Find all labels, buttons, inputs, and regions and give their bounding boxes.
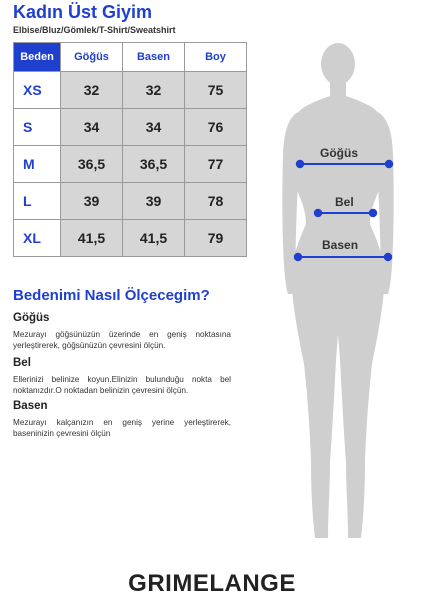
hip-label: Basen (322, 238, 359, 252)
boy-cell: 78 (185, 183, 247, 220)
gogus-cell: 41,5 (61, 220, 123, 257)
basen-cell: 32 (123, 72, 185, 109)
gogus-cell: 39 (61, 183, 123, 220)
brand-logo: GRIMELANGE (128, 570, 296, 597)
body-figure (262, 42, 417, 562)
gogus-cell: 36,5 (61, 146, 123, 183)
boy-cell: 77 (185, 146, 247, 183)
guide-heading: Bedenimi Nasıl Ölçecegim? (13, 287, 210, 304)
boy-cell: 79 (185, 220, 247, 257)
table-row (14, 146, 247, 183)
header-basen: Basen (123, 43, 185, 72)
size-cell: M (14, 146, 61, 183)
basen-cell: 41,5 (123, 220, 185, 257)
header-boy: Boy (185, 43, 247, 72)
waist-label: Bel (335, 195, 354, 209)
basen-cell: 39 (123, 183, 185, 220)
section-text-bel: Ellerinizi belinize koyun.Elinizin bulunduğu nokta bel noktanızdır.O noktadan belinizin çevresini ölçün. (13, 375, 231, 395)
body-silhouette (262, 42, 417, 562)
table-row (14, 183, 247, 220)
section-text-gogus: Mezurayı göğsünüzün üzerinde en geniş noktasına yerleştirerek, göğsünüzün çevresini ölçün. (13, 330, 231, 350)
size-cell: S (14, 109, 61, 146)
boy-cell: 76 (185, 109, 247, 146)
size-cell: XS (14, 72, 61, 109)
section-title-gogus: Göğüs (13, 312, 50, 324)
size-table (13, 42, 247, 257)
header-gogus: Göğüs (61, 43, 123, 72)
boy-cell: 75 (185, 72, 247, 109)
section-title-basen: Basen (13, 400, 48, 412)
chest-label: Göğüs (320, 146, 358, 160)
page-title: Kadın Üst Giyim (13, 2, 153, 22)
size-table-header (14, 43, 247, 72)
section-text-basen: Mezurayı kalçanızın en geniş yerine yerleştirerek, baseninizin çevresini ölçün (13, 418, 231, 438)
table-row (14, 109, 247, 146)
table-row (14, 220, 247, 257)
header-beden: Beden (14, 43, 61, 72)
table-row (14, 72, 247, 109)
section-title-bel: Bel (13, 357, 31, 369)
basen-cell: 34 (123, 109, 185, 146)
size-cell: XL (14, 220, 61, 257)
gogus-cell: 32 (61, 72, 123, 109)
size-cell: L (14, 183, 61, 220)
page-subtitle: Elbise/Bluz/Gömlek/T-Shirt/Sweatshirt (13, 25, 176, 35)
basen-cell: 36,5 (123, 146, 185, 183)
gogus-cell: 34 (61, 109, 123, 146)
